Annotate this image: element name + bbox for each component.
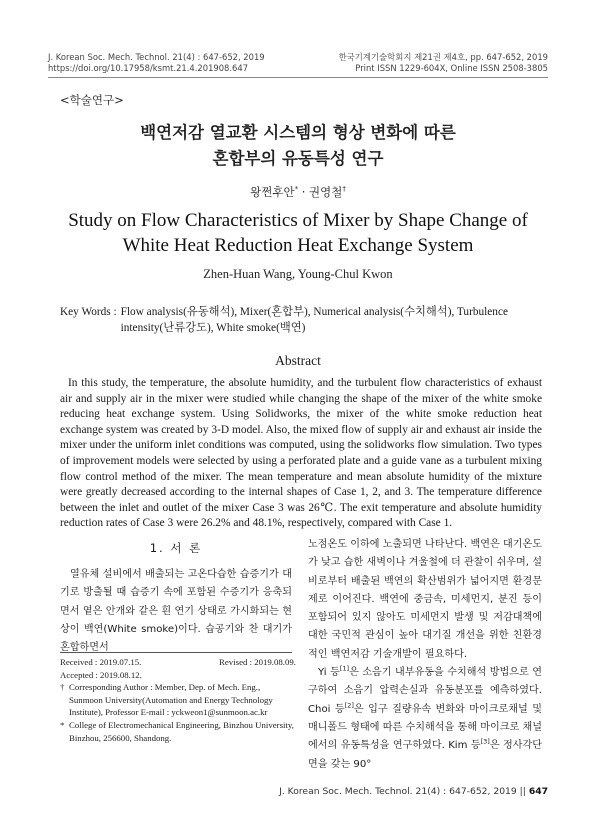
keywords — [60, 305, 548, 336]
body-text-right — [308, 536, 542, 774]
body-text-left: 열유체 설비에서 배출되는 고온다습한 습증기가 대기로 방출될 때 습증기 속에 포함된 수증기가 응축되면서 옅은 안개와 같은 흰 연기 상태로 가시화되는 현상이 백연(White smoke)이다. 습공기와 찬 대기가 혼합하면서 — [60, 569, 292, 654]
paragraph-2-part-a: Yi 등 — [318, 667, 340, 679]
journal-citation: J. Korean Soc. Mech. Technol. 21(4) : 647-652, 2019 — [48, 52, 265, 62]
asterisk-mark: * — [60, 719, 65, 730]
page-number: 647 — [528, 786, 548, 797]
author-1-korean: 왕쩐후안 — [250, 185, 295, 199]
issn-info: Print ISSN 1229-604X, Online ISSN 2508-3805 — [355, 63, 548, 73]
title-english-line-1: Study on Flow Characteristics of Mixer by Shape Change of — [68, 210, 528, 231]
article-category: <학술연구> — [60, 93, 124, 107]
title-korean-line-1: 백연저감 열교환 시스템의 형상 변화에 따른 — [140, 123, 456, 142]
body-paragraph-1: 노점온도 이하에 노출되면 나타난다. 백연은 대기온도가 낮고 습한 새벽이나 겨울철에 더 관찰이 쉬우며, 설비로부터 배출된 백연의 확산범위가 넓어지면 환경문제로 이어진다. 백연에 중금속, 미세먼지, 분진 등이 포함되어 있지 않아도 미세먼지 발생 및 저감대책에 대한 국민적 관심이 높아 대기질 개선을 위한 친환경적인 백연저감 기술개발이 필요하다. — [308, 539, 542, 660]
title-korean-line-2: 혼합부의 유동특성 연구 — [212, 149, 384, 168]
affiliation-text: College of Electromechanical Engineering, Binzhou University, Binzhou, 256600, Shandong. — [69, 719, 294, 743]
author-1-mark: * — [294, 185, 299, 194]
citation-ref-3[interactable]: [3] — [480, 737, 490, 746]
running-header-left — [48, 52, 265, 74]
title-korean — [48, 120, 548, 172]
received-date: Received : 2019.07.15. — [60, 657, 142, 667]
title-english-line-2: White Heat Reduction Heat Exchange System — [122, 235, 474, 256]
corresponding-author-text: Corresponding Author : Member, Dep. of Mech. Eng., Sunmoon University(Automation and Energy Technology Institute), Professor E-mail : yckweon1@sunmoon.ac.kr — [69, 682, 273, 718]
journal-citation-korean: 한국기계기술학회지 제21권 제4호, pp. 647-652, 2019 — [338, 52, 548, 62]
running-header-right — [339, 52, 548, 74]
citation-ref-1[interactable]: [1] — [339, 664, 350, 673]
page-footer — [279, 786, 548, 797]
dagger-mark: † — [60, 682, 65, 693]
footer-separator: || — [516, 786, 529, 797]
footer-citation: J. Korean Soc. Mech. Technol. 21(4) : 647-652, 2019 — [279, 786, 517, 797]
section-heading-introduction: 1. 서 론 — [149, 541, 203, 555]
paragraph-2-part-c: 은 입구 질량유속 변화와 마이크로채널 및 매니폴드 형태에 따른 수치해석을 통해 마이크로 채널에서의 유동특성을 연구하였다. Kim 등 — [308, 703, 542, 752]
keywords-text: Flow analysis(유동해석), Mixer(혼합부), Numerical analysis(수치해석), Turbulence intensity(난류강도), White smoke(백연) — [120, 306, 508, 334]
author-2-mark: † — [342, 185, 346, 194]
revised-date: Revised : 2019.08.09. — [219, 657, 296, 667]
author-separator: · — [298, 185, 310, 199]
abstract-text: In this study, the temperature, the absolute humidity, and the turbulent flow characteristics of exhaust air and supply air in the mixer were studied while changing the shape of the mixer of the white smoke reducing heat exchange system. Using Solidworks, the mixer of the white smoke reduction heat exchange system was created by 3-D model. Also, the mixed flow of supply air and exhaust air inside the mixer under the uniform inlet conditions was computed, using the solidworks flow simulation. Two types of improvement models were selected by using a perforated plate and a guide vane as a turbulent mixing flow control method of the mixer. The mean temperature and mean absolute humidity of the mixture were greatly decreased according to the internal shapes of Case 1, 2, and 3. The temperature difference between the inlet and outlet of the mixer Case 3 was 26℃. The exit temperature and absolute humidity reduction rates of Case 3 were 26.2% and 48.1%, respectively, compared with Case 1. — [60, 377, 542, 530]
paragraph-2-part-b: 은 소음기 내부유동을 수치해석 방법으로 연구하여 소음기 압력손실과 유동분포를 예측하였다. Choi 등 — [308, 667, 542, 715]
affiliation-note — [60, 719, 296, 744]
authors-english: Zhen-Huan Wang, Young-Chul Kwon — [203, 267, 393, 281]
author-2-korean: 권영철 — [309, 185, 343, 199]
body-paragraph-2 — [308, 664, 542, 774]
citation-ref-2[interactable]: [2] — [344, 701, 354, 710]
keywords-label: Key Words : — [60, 306, 117, 318]
corresponding-author-note — [60, 681, 296, 719]
footnotes — [60, 656, 296, 744]
title-english — [48, 208, 548, 258]
footnote-divider — [60, 652, 292, 653]
authors-korean — [48, 184, 548, 200]
paragraph-2-part-d: 은 정사각단면을 갖는 90° — [308, 740, 542, 770]
received-revised-row — [60, 656, 296, 669]
doi-link[interactable]: https://doi.org/10.17958/ksmt.21.4.201908.647 — [48, 63, 249, 73]
accepted-date: Accepted : 2019.08.12. — [60, 669, 142, 680]
header-divider — [48, 77, 548, 78]
abstract-title: Abstract — [275, 353, 321, 368]
